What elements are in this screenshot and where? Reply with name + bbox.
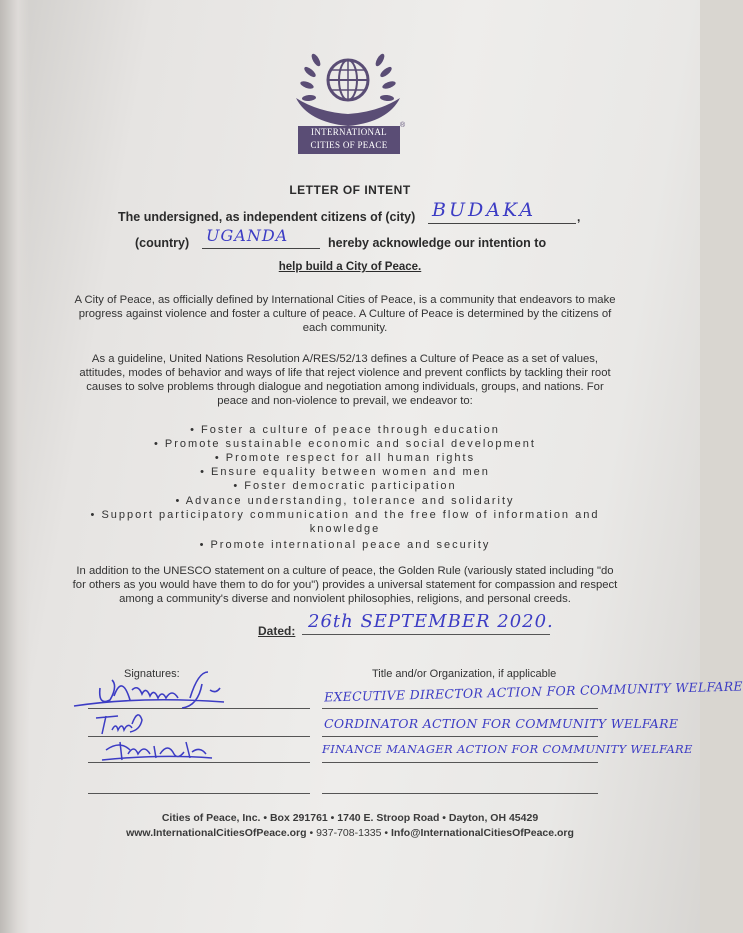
footer-email-link[interactable]: Info@InternationalCitiesOfPeace.org bbox=[390, 827, 574, 839]
intro-suffix: hereby acknowledge our intention to bbox=[328, 236, 547, 250]
title-2-value[interactable]: CORDINATOR ACTION FOR COMMUNITY WELFARE bbox=[324, 716, 679, 731]
title-3-value[interactable]: FINANCE MANAGER ACTION FOR COMMUNITY WELFARE bbox=[322, 742, 693, 756]
signature-3-drawing bbox=[100, 736, 220, 764]
logo-registered-mark: ® bbox=[400, 122, 406, 129]
bullet-8: • Promote international peace and security bbox=[199, 539, 491, 551]
bullet-2: • Promote sustainable economic and social development bbox=[154, 438, 536, 450]
footer-address: Cities of Peace, Inc. • Box 291761 • 1740 E. Stroop Road • Dayton, OH 45429 bbox=[161, 812, 539, 824]
country-label: (country) bbox=[135, 236, 190, 250]
signatures-label: Signatures: bbox=[124, 668, 180, 680]
bullet-7: • Support participatory communication and the free flow of information and knowledge bbox=[90, 509, 600, 535]
title-line-2 bbox=[322, 736, 598, 737]
country-value: UGANDA bbox=[206, 226, 289, 245]
country-field[interactable] bbox=[202, 227, 320, 249]
title-line-3 bbox=[322, 762, 598, 763]
city-value: BUDAKA bbox=[432, 199, 537, 221]
title-line-4 bbox=[322, 793, 598, 794]
signature-1-drawing bbox=[70, 666, 240, 712]
bullet-5: • Foster democratic participation bbox=[233, 480, 457, 492]
dated-value[interactable]: 26th SEPTEMBER 2020. bbox=[308, 611, 554, 632]
bullet-4: • Ensure equality between women and men bbox=[200, 466, 490, 478]
logo-line-2: CITIES OF PEACE bbox=[310, 140, 388, 150]
page-shadow bbox=[0, 0, 30, 933]
footer-phone: • 937-708-1335 • bbox=[306, 827, 391, 839]
logo-wordmark bbox=[298, 126, 400, 154]
signature-line-4 bbox=[88, 793, 310, 794]
definition-paragraph: A City of Peace, as officially defined by International Cities of Peace, is a community that endeavors to make progress against violence and foster a culture of peace. A Culture of Peace is determined by the citizens of each community. bbox=[74, 294, 616, 334]
city-suffix: , bbox=[577, 210, 581, 224]
bullet-1: • Foster a culture of peace through education bbox=[190, 424, 500, 436]
intro-line-3: help build a City of Peace. bbox=[278, 261, 422, 273]
city-field[interactable] bbox=[428, 201, 576, 224]
golden-rule-paragraph: In addition to the UNESCO statement on a culture of peace, the Golden Rule (variously stated including "do for others as you would have them to do for you") provides a universal statement for compassion and respect among a community's diverse and nonviolent philosophies, religions, and personal creeds. bbox=[72, 565, 618, 605]
title-1-value[interactable]: EXECUTIVE DIRECTOR ACTION FOR COMMUNITY WELFARE bbox=[323, 678, 743, 705]
letter-title: LETTER OF INTENT bbox=[289, 183, 411, 197]
signature-2-drawing bbox=[92, 710, 152, 738]
logo-line-1: INTERNATIONAL bbox=[311, 127, 387, 137]
intro-prefix: The undersigned, as independent citizens of (city) bbox=[118, 210, 416, 224]
bullet-6: • Advance understanding, tolerance and solidarity bbox=[175, 495, 515, 507]
dated-label: Dated: bbox=[258, 624, 296, 638]
guideline-paragraph: As a guideline, United Nations Resolution A/RES/52/13 defines a Culture of Peace as a set of values, attitudes, modes of behavior and ways of life that reject violence and prevent conflicts by tackling their root causes to solve problems through dialogue and negotiation among individuals, groups, and nations. For peace and non-violence to prevail, we endeavor to: bbox=[79, 353, 611, 407]
title-line-1 bbox=[322, 708, 598, 709]
title-org-label: Title and/or Organization, if applicable bbox=[372, 668, 557, 680]
footer-contact bbox=[0, 827, 700, 839]
bullet-3: • Promote respect for all human rights bbox=[214, 452, 476, 464]
footer-website-link[interactable]: www.InternationalCitiesOfPeace.org bbox=[126, 827, 307, 839]
dated-underline bbox=[302, 634, 550, 635]
